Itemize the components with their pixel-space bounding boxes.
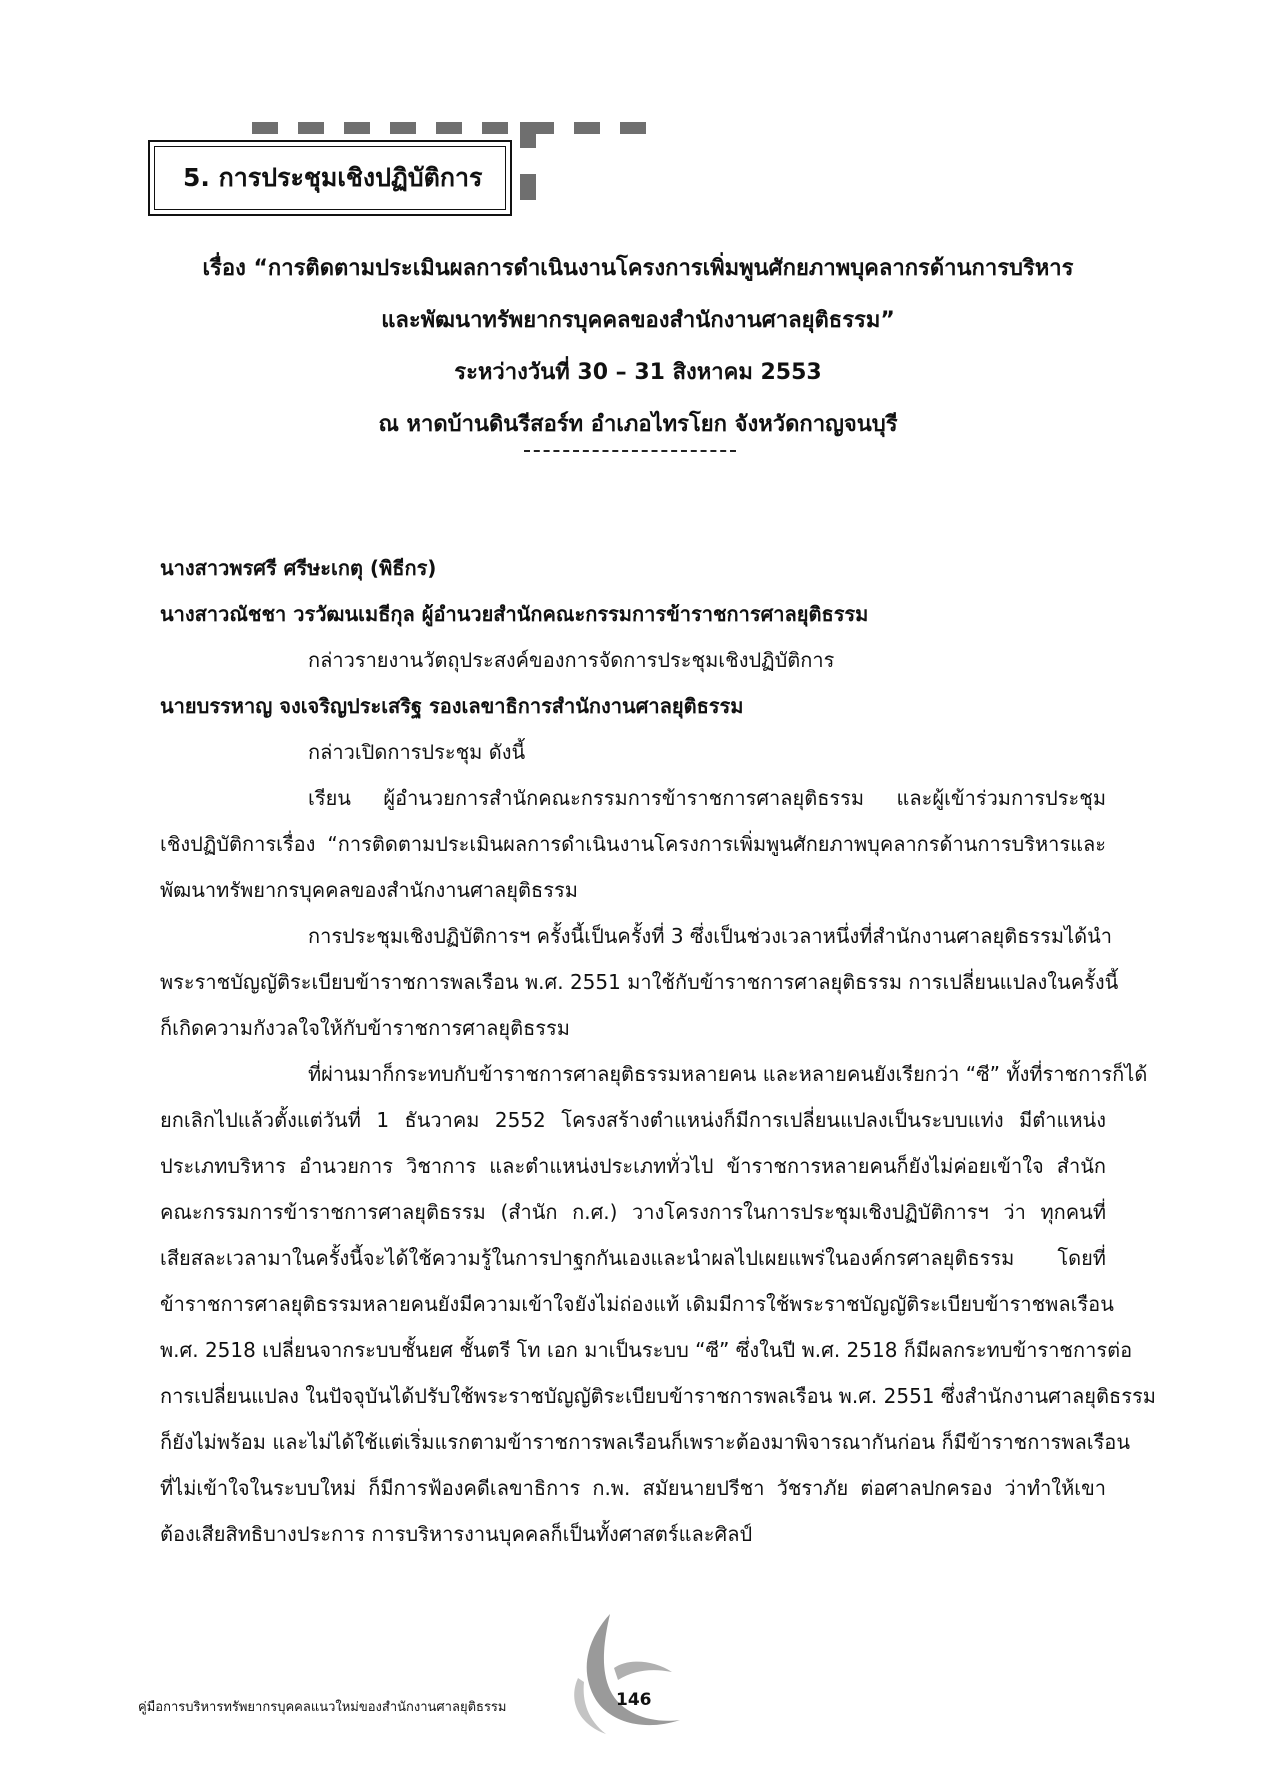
participant-director: นางสาวณัชชา วรวัฒนเมธีกุล ผู้อำนวยสำนักคณะกรรมการข้าราชการศาลยุติธรรม (160, 602, 869, 626)
paragraph-3-line-2: ยกเลิกไปแล้วตั้งแต่วันที่ 1 ธันวาคม 2552 โครงสร้างตำแหน่งก็มีการเปลี่ยนแปลงเป็นระบบแท่ง มีตำแหน่ง (160, 1108, 1106, 1132)
paragraph-3-line-3: ประเภทบริหาร อำนวยการ วิชาการ และตำแหน่งประเภททั่วไป ข้าราชการหลายคนก็ยังไม่ค่อยเข้าใจ สำนัก (160, 1154, 1106, 1178)
heading-separator (524, 450, 736, 452)
participant-host: นางสาวพรศรี ศรีษะเกตุ (พิธีกร) (160, 556, 437, 580)
participant-deputy: นายบรรหาญ จงเจริญประเสริฐ รองเลขาธิการสำนักงานศาลยุติธรรม (160, 694, 744, 718)
paragraph-3-line-7: พ.ศ. 2518 เปลี่ยนจากระบบชั้นยศ ชั้นตรี โท เอก มาเป็นระบบ “ซี” ซึ่งในปี พ.ศ. 2518 ก็มีผลกระทบข้าราชการต่อ (160, 1338, 1133, 1362)
paragraph-3-line-4: คณะกรรมการข้าราชการศาลยุติธรรม (สำนัก ก.ศ.) วางโครงการในการประชุมเชิงปฏิบัติการฯ ว่า ทุกคนที่ (160, 1200, 1106, 1224)
heading-line-2: และพัฒนาทรัพยากรบุคคลของสำนักงานศาลยุติธรรม” (381, 308, 895, 333)
paragraph-3-line-10: ที่ไม่เข้าใจในระบบใหม่ ก็มีการฟ้องคดีเลขาธิการ ก.พ. สมัยนายปรีชา วัชราภัย ต่อศาลปกครอง ว่าทำให้เขา (160, 1476, 1106, 1500)
paragraph-3-line-8: การเปลี่ยนแปลง ในปัจจุบันได้ปรับใช้พระราชบัญญัติระเบียบข้าราชการพลเรือน พ.ศ. 2551 ซึ่งสำนักงานศาลยุติธรรม (160, 1384, 1156, 1408)
heading-line-1: เรื่อง “การติดตามประเมินผลการดำเนินงานโครงการเพิ่มพูนศักยภาพบุคลากรด้านการบริหาร (202, 256, 1074, 281)
heading-venue: ณ หาดบ้านดินรีสอร์ท อำเภอไทรโยก จังหวัดกาญจนบุรี (378, 412, 898, 437)
paragraph-3-line-6: ข้าราชการศาลยุติธรรมหลายคนยังมีความเข้าใจยังไม่ถ่องแท้ เดิมมีการใช้พระราชบัญญัติระเบียบข้าราชพลเรือน (160, 1292, 1114, 1316)
paragraph-3-line-1: ที่ผ่านมาก็กระทบกับข้าราชการศาลยุติธรรมหลายคน และหลายคนยังเรียกว่า “ซี” ทั้งที่ราชการก็ได้ (308, 1062, 1148, 1086)
participant-deputy-role: กล่าวเปิดการประชุม ดังนี้ (308, 740, 526, 764)
paragraph-3-line-9: ก็ยังไม่พร้อม และไม่ได้ใช้แต่เริ่มแรกตามข้าราชการพลเรือนก็เพราะต้องมาพิจารณากันก่อน ก็มีข้าราชการพลเรือน (160, 1430, 1130, 1454)
paragraph-3-line-11: ต้องเสียสิทธิบางประการ การบริหารงานบุคคลก็เป็นทั้งศาสตร์และศิลป์ (160, 1522, 753, 1546)
paragraph-1-line-2: เชิงปฏิบัติการเรื่อง “การติดตามประเมินผลการดำเนินงานโครงการเพิ่มพูนศักยภาพบุคลากรด้านการบริหารและ (160, 832, 1106, 856)
footer-book-title: คู่มือการบริหารทรัพยากรบุคคลแนวใหม่ของสำนักงานศาลยุติธรรม (138, 1700, 507, 1715)
participant-director-role: กล่าวรายงานวัตถุประสงค์ของการจัดการประชุมเชิงปฏิบัติการ (308, 648, 835, 672)
page-number: 146 (616, 1690, 652, 1710)
paragraph-1-line-3: พัฒนาทรัพยากรบุคคลของสำนักงานศาลยุติธรรม (160, 878, 578, 902)
section-title: 5. การประชุมเชิงปฏิบัติการ (183, 163, 483, 192)
paragraph-3-line-5: เสียสละเวลามาในครั้งนี้จะได้ใช้ความรู้ในการปาฐกกันเองและนำผลไปเผยแพร่ในองค์กรศาลยุติธรรม โดยที่ (160, 1246, 1106, 1270)
swoosh-logo-icon (548, 1608, 688, 1740)
header-box-inner (154, 146, 506, 210)
section-header (148, 122, 530, 220)
paragraph-2-line-2: พระราชบัญญัติระเบียบข้าราชการพลเรือน พ.ศ. 2551 มาใช้กับข้าราชการศาลยุติธรรม การเปลี่ยนแปลงในครั้งนี้ (160, 970, 1119, 994)
header-dashed-shadow-right (520, 122, 536, 218)
paragraph-2-line-3: ก็เกิดความกังวลใจให้กับข้าราชการศาลยุติธรรม (160, 1016, 570, 1040)
paragraph-1-line-1: เรียน ผู้อำนวยการสำนักคณะกรรมการข้าราชการศาลยุติธรรม และผู้เข้าร่วมการประชุม (308, 786, 1106, 810)
header-box (148, 140, 512, 216)
heading-date: ระหว่างวันที่ 30 – 31 สิงหาคม 2553 (454, 360, 822, 385)
header-dashed-shadow-top (252, 122, 650, 134)
paragraph-2-line-1: การประชุมเชิงปฏิบัติการฯ ครั้งนี้เป็นครั้งที่ 3 ซึ่งเป็นช่วงเวลาหนึ่งที่สำนักงานศาลยุติธรรมได้นำ (308, 924, 1113, 948)
